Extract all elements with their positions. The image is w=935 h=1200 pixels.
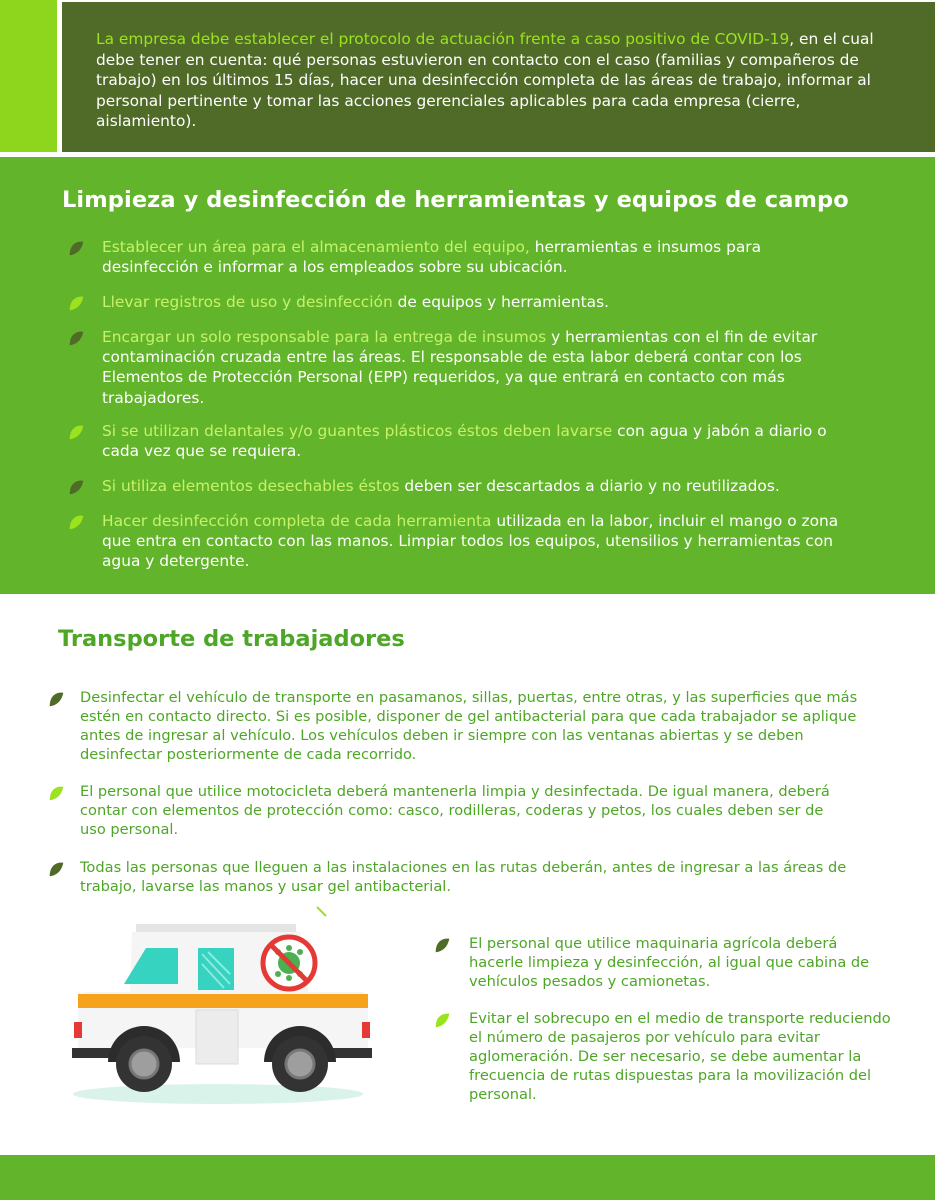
leaf-icon [68,240,85,257]
protocol-banner [62,2,935,152]
protocol-rest: , en el cual debe tener en cuenta: qué personas estuvieron en contacto con el caso (familias y compañeros de trabajo) en los últimos 15 días, hacer una desinfección completa de las áreas de trabajo, informar al personal pertinente y tomar las acciones gerenciales aplicables para cada empresa (cierre, aislamiento). [96,30,874,130]
leaf-icon [68,330,85,347]
top-accent-bar [0,0,57,152]
cleaning-section [0,157,935,594]
cleaning-item-rest: y herramientas con el fin de evitar contaminación cruzada entre las áreas. El responsable de esta labor deberá contar con los Elementos de Protección Personal (EPP) requeridos, ya que entrará en contacto con más trabajadores. [102,328,818,407]
cleaning-title: Limpieza y desinfección de herramientas y equipos de campo [62,187,849,213]
transport-van-icon [68,902,378,1112]
leaf-icon [68,514,85,531]
transport-item [48,858,878,896]
cleaning-item-highlight: Si utiliza elementos desechables éstos [102,477,400,495]
transport-side-item [434,934,894,991]
leaf-icon [68,424,85,441]
transport-side-item-text: El personal que utilice maquinaria agrícola deberá hacerle limpieza y desinfección, al igual que cabina de vehículos pesados y camionetas. [469,935,870,990]
cleaning-item-text [102,237,848,277]
no-virus-icon [263,937,315,989]
leaf-icon [48,691,65,708]
protocol-text [96,29,875,132]
cleaning-item-rest: deben ser descartados a diario y no reutilizados. [399,477,780,495]
transport-item-text: Todas las personas que lleguen a las instalaciones en las rutas deberán, antes de ingresar a las áreas de trabajo, lavarse las manos y usar gel antibacterial. [80,859,847,895]
cleaning-item-rest: con agua y jabón a diario o cada vez que se requiera. [102,422,827,461]
leaf-icon [434,1012,451,1029]
cleaning-item [68,237,848,277]
footer-bar [0,1155,935,1200]
leaf-icon [68,479,85,496]
cleaning-item-highlight: Llevar registros de uso y desinfección [102,293,393,311]
cleaning-item [68,476,848,496]
cleaning-item-rest: de equipos y herramientas. [392,293,610,311]
leaf-icon [68,295,85,312]
cleaning-item-highlight: Encargar un solo responsable para la entrega de insumos [102,328,547,346]
transport-item [48,782,848,839]
leaf-icon [48,785,65,802]
cleaning-item-text [102,511,848,572]
transport-item-text: El personal que utilice motocicleta deberá mantenerla limpia y desinfectada. De igual manera, deberá contar con elementos de protección como: casco, rodilleras, coderas y petos, los cuales deben ser de uso personal. [80,783,830,838]
transport-side-item [434,1009,894,1104]
cleaning-item-highlight: Establecer un área para el almacenamiento del equipo, [102,238,530,256]
cleaning-item-rest: utilizada en la labor, incluir el mango o zona que entra en contacto con las manos. Limpiar todos los equipos, utensilios y herramientas con agua y detergente. [102,512,839,571]
leaf-icon [48,861,65,878]
cleaning-item-highlight: Hacer desinfección completa de cada herramienta [102,512,492,530]
cleaning-item-text [102,292,848,312]
cleaning-item-highlight: Si se utilizan delantales y/o guantes plásticos éstos deben lavarse [102,422,613,440]
cleaning-item-text [102,421,848,461]
cleaning-item [68,292,848,312]
transport-side-item-text: Evitar el sobrecupo en el medio de transporte reduciendo el número de pasajeros por vehículo para evitar aglomeración. De ser necesario, se debe aumentar la frecuencia de rutas dispuestas para la movilización del personal. [469,1010,891,1103]
cleaning-item-text [102,327,848,408]
cleaning-item [68,327,848,408]
protocol-highlight: La empresa debe establecer el protocolo de actuación frente a caso positivo de COVID-19 [96,30,790,48]
cleaning-item-text [102,476,848,496]
cleaning-item [68,511,848,572]
transport-item-text: Desinfectar el vehículo de transporte en pasamanos, sillas, puertas, entre otras, y las superficies que más estén en contacto directo. Si es posible, disponer de gel antibacterial para que cada trabajador se aplique antes de ingresar al vehículo. Los vehículos deben ir siempre con las ventanas abiertas y se deben desinfectar posteriormente de cada recorrido. [80,689,858,763]
transport-title: Transporte de trabajadores [58,626,405,652]
cleaning-item-rest: herramientas e insumos para desinfección e informar a los empleados sobre su ubicación. [102,238,762,277]
cleaning-item [68,421,848,461]
transport-item [48,688,878,764]
leaf-icon [434,937,451,954]
